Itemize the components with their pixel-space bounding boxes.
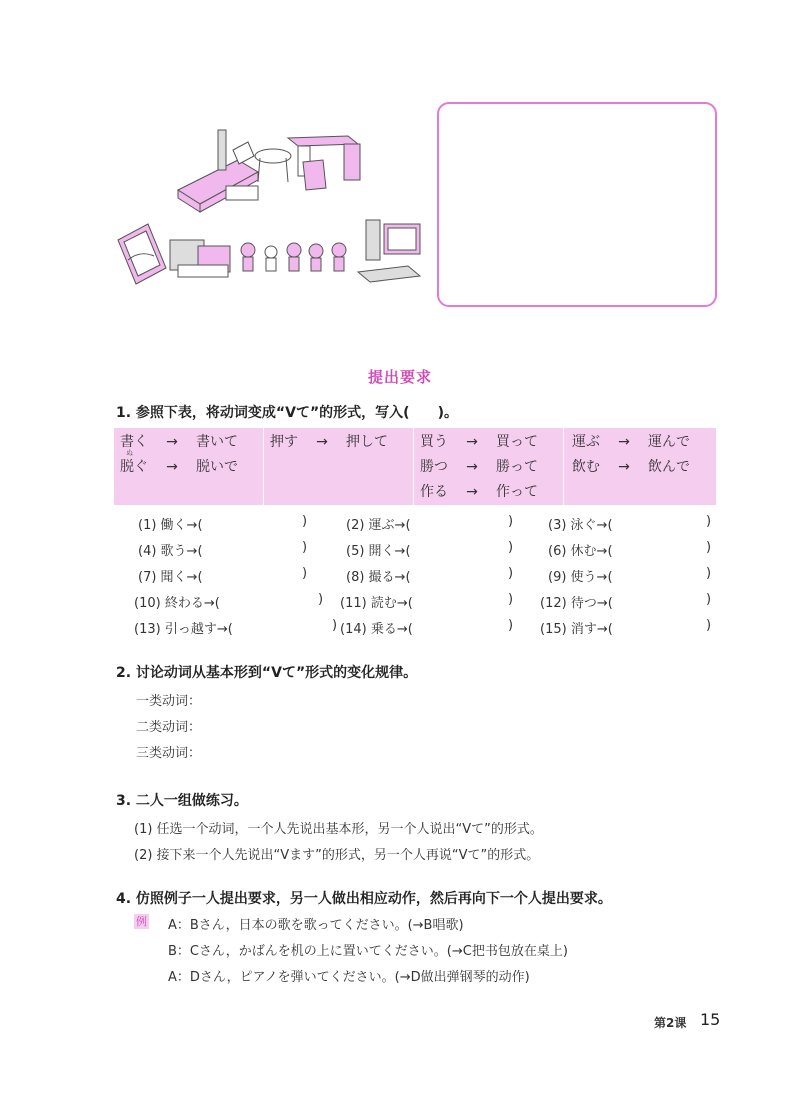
answer-close: ) (302, 514, 308, 529)
answer-close: ) (302, 566, 308, 581)
blank-frame (437, 102, 717, 307)
example-pair: 書く → 書いて (120, 434, 238, 450)
answer-close: ) (508, 618, 514, 633)
example-cell (114, 428, 264, 505)
exercise-item: (8) 撮る→( (346, 570, 411, 585)
q3-heading: 3. 二人一组做练习。 (116, 793, 248, 809)
room-items-illustration (108, 100, 426, 305)
exercise-item: (2) 運ぶ→( (346, 518, 411, 533)
desk-illustration (288, 136, 360, 190)
exercise-item: (13) 引っ越す→( (134, 622, 233, 637)
answer-close: ) (508, 514, 514, 529)
footer-lesson: 第2课 (654, 1016, 687, 1030)
q1-heading: 1. 参照下表，将动词变成“Vて”的形式，写入( )。 (116, 405, 458, 421)
section-title: 提出要求 (367, 368, 432, 386)
exercise-item: (6) 休む→( (548, 544, 613, 559)
computer-illustration (358, 220, 420, 282)
example-cell (264, 428, 414, 505)
q4-line: A：Bさん，日本の歌を歌ってください。(→B唱歌) (168, 918, 464, 933)
example-pair: 勝つ → 勝って (420, 459, 538, 475)
exercise-item: (5) 開く→( (346, 544, 411, 559)
exercise-item: (3) 泳ぐ→( (548, 518, 613, 533)
q4-line: A：Dさん，ピアノを弾いてください。(→D做出弹钢琴的动作) (168, 970, 530, 985)
answer-close: ) (302, 540, 308, 555)
q3-line: (2) 接下来一个人先说出“Vます”的形式，另一个人再说“Vて”的形式。 (134, 848, 540, 863)
example-pair: 脱ぐ → 脱いで (120, 459, 238, 475)
example-pair: 押す → 押して (270, 434, 388, 450)
example-cell (414, 428, 564, 505)
q4-line: B：Cさん，かばんを机の上に置いてください。(→C把书包放在桌上) (168, 944, 568, 959)
clothes-illustration (170, 240, 230, 277)
exercise-item: (1) 働く→( (138, 518, 203, 533)
answer-close: ) (332, 618, 338, 633)
exercise-item: (10) 終わる→( (134, 596, 220, 611)
answer-close: ) (706, 592, 712, 607)
exercise-item: (4) 歌う→( (138, 544, 203, 559)
exercise-item: (12) 待つ→( (540, 596, 613, 611)
example-cell (564, 428, 716, 505)
answer-close: ) (706, 514, 712, 529)
bed-illustration (178, 130, 258, 212)
page-number: 15 (700, 1010, 721, 1029)
q2-line: 三类动词： (136, 746, 202, 761)
dolls-illustration (241, 243, 346, 271)
answer-close: ) (318, 592, 324, 607)
example-pair: 作る → 作って (420, 484, 538, 500)
example-pair: 買う → 買って (420, 434, 538, 450)
q2-line: 一类动词： (136, 694, 202, 709)
answer-close: ) (508, 540, 514, 555)
answer-close: ) (508, 592, 514, 607)
picture-frame-illustration (118, 224, 166, 284)
answer-close: ) (706, 566, 712, 581)
exercise-item: (11) 読む→( (340, 596, 413, 611)
ruby-nu: ぬ (126, 449, 133, 457)
q2-line: 二类动词： (136, 720, 202, 735)
example-badge: 例 (136, 915, 147, 928)
q2-heading: 2. 讨论动词从基本形到“Vて”形式的变化规律。 (116, 665, 418, 681)
answer-close: ) (508, 566, 514, 581)
table-illustration (255, 149, 291, 182)
q3-line: (1) 任选一个动词，一个人先说出基本形，另一个人说出“Vて”的形式。 (134, 822, 543, 837)
answer-close: ) (706, 540, 712, 555)
example-pair: 運ぶ → 運んで (572, 434, 690, 450)
q4-heading: 4. 仿照例子一人提出要求，另一人做出相应动作，然后再向下一个人提出要求。 (116, 891, 612, 907)
answer-close: ) (706, 618, 712, 633)
exercise-item: (14) 乗る→( (340, 622, 413, 637)
example-pair: 飲む → 飲んで (572, 459, 690, 475)
exercise-item: (7) 聞く→( (138, 570, 203, 585)
example-table (114, 428, 716, 505)
exercise-item: (9) 使う→( (548, 570, 613, 585)
exercise-item: (15) 消す→( (540, 622, 613, 637)
